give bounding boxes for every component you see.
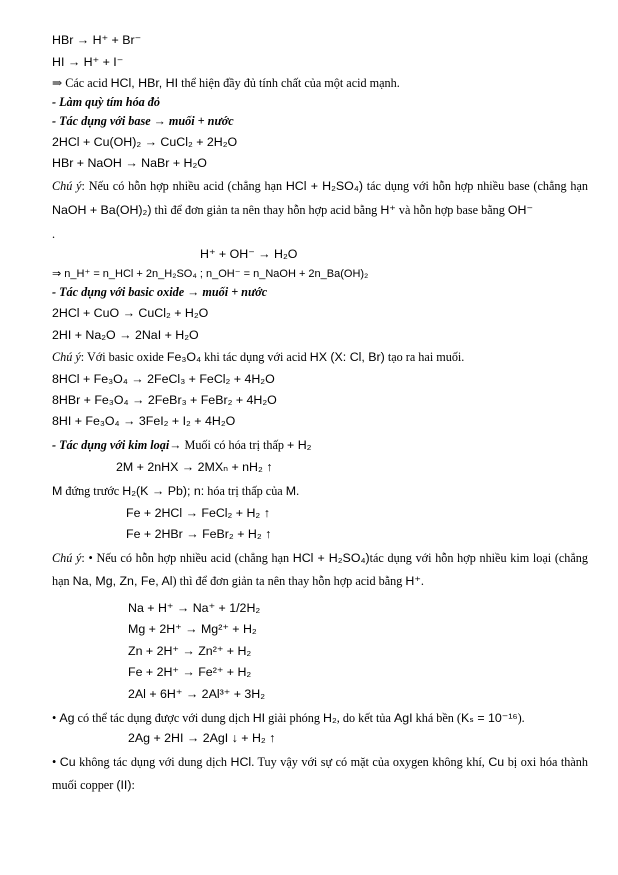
text: có thể tác dụng được với dung dịch [74,710,253,725]
text: 2HCl + Cu(OH)₂ → CuCl₂ + 2H₂O [52,134,238,149]
text-hbr: HBr → H⁺ + Br⁻ [52,33,142,47]
text: tác dụng với hỗn hợp nhiều base (chẳng hạn [362,179,588,194]
text: khi tác dụng với acid [201,350,310,365]
text: bị oxi hóa thành muối copper [52,754,588,793]
equation-fe-h [52,666,588,678]
equation-hcl-cuoh2 [52,136,588,148]
heading-basic-oxide [52,286,588,298]
text: Cu [488,754,505,769]
text: . [420,574,424,589]
text: HBr + NaOH → NaBr + H₂O [52,156,207,171]
text: 2Al + 6H⁺ → 2Al³⁺ + 3H₂ [128,686,266,701]
text: • [52,754,60,769]
equation-hi-dissociation [52,56,588,68]
text: OH⁻ [507,203,533,217]
text: tạo ra hai muối. [384,350,465,365]
text: - Tác dụng với kim loại [52,437,170,452]
text: . Tuy vậy với sự có mặt của oxygen không khí, [251,754,489,769]
text: 8HI + Fe₃O₄ → 3FeI₂ + I₂ + 4H₂O [52,414,236,429]
text: H₂ [323,710,337,725]
text: HX (X: Cl, Br) [309,350,385,365]
text: Cu [59,754,76,769]
text: , do kết tủa [336,710,394,725]
equation-hcl-fe3o4 [52,373,588,385]
equation-neutralization [52,248,588,260]
strong-acid-conclusion [52,77,588,89]
text: M [285,483,297,498]
text: - Tác dụng với basic oxide → muối + nước [52,285,268,300]
text: Mg + 2H⁺ → Mg²⁺ + H₂ [128,622,257,637]
text: đứng trước [62,483,123,498]
text: ⇒ Các acid [52,75,111,90]
text: H₂(K → Pb); n: [122,483,205,498]
text: Chú ý [52,550,82,565]
text: • [52,710,60,725]
text: : [131,778,135,793]
text: tác dụng với hỗn hợp nhiều kim loại (chẳng hạn [52,550,588,589]
equation-hi-na2o [52,329,588,341]
text: . [296,483,300,498]
text: HCl, HBr, HI [110,75,179,90]
equation-hbr-dissociation [52,34,588,46]
text: - Làm quỳ tím hóa đỏ [52,95,160,110]
text: HI [252,710,266,725]
text: 2HI + Na₂O → 2NaI + H₂O [52,327,199,342]
metal-condition [52,485,588,497]
text: H⁺ [380,203,396,217]
text: Chú ý [52,179,82,194]
equation-mole-balance [52,269,588,280]
text: : • Nếu có hỗn hợp nhiều acid (chẳng hạn [81,550,293,565]
text: Ag [59,710,75,725]
equation-hi-fe3o4 [52,415,588,427]
equation-al-h [52,688,588,700]
text: + H₂ [287,437,312,452]
text: 2HCl + CuO → CuCl₂ + H₂O [52,306,209,321]
text: 8HCl + Fe₃O₄ → 2FeCl₃ + FeCl₂ + 4H₂O [52,371,275,386]
text: thì để đơn giản ta nên thay hỗn hợp acid bằng [151,203,381,217]
text: ⇒ n_H⁺ = n_HCl + 2n_H₂SO₄ ; n_OH⁻ = n_NaOH + 2n_Ba(OH)₂ [52,268,369,281]
text: . [52,226,56,241]
silver-note [52,712,588,724]
text: : Nếu có hỗn hợp nhiều acid (chẳng hạn [81,179,286,194]
note-fe3o4 [52,351,588,363]
text: và hỗn hợp base bằng [395,203,508,217]
text: Na + H⁺ → Na⁺ + 1/2H₂ [128,600,261,615]
text: Fe + 2HBr → FeBr₂ + H₂ ↑ [126,527,272,542]
text: ) thì để đơn giản ta nên thay hỗn hợp acid bằng [172,574,406,589]
text: thể hiện đầy đủ tính chất của một acid mạnh. [178,75,400,90]
text: 8HBr + Fe₃O₄ → 2FeBr₃ + FeBr₂ + 4H₂O [52,392,277,407]
text: 2Ag + 2HI → 2AgI ↓ + H₂ ↑ [128,731,276,746]
text: 2M + 2nHX → 2MXₙ + nH₂ ↑ [116,460,273,475]
text: → Muối có hóa trị thấp [169,437,288,452]
text: - Tác dụng với base → muối + nước [52,114,234,129]
text: Kₛ = 10⁻¹⁶ [461,710,518,725]
text: M [52,483,63,498]
document-page [52,34,588,798]
equation-fe-hbr [52,528,588,540]
text: H⁺ [405,574,421,589]
text: không tác dụng với dung dịch [75,754,231,769]
equation-hcl-cuo [52,307,588,319]
text: Zn + 2H⁺ → Zn²⁺ + H₂ [128,643,252,658]
text: : Với basic oxide [80,350,167,365]
heading-litmus [52,96,588,108]
text: AgI [393,710,413,725]
text: HCl + H₂SO₄) [292,550,370,565]
heading-metal [52,439,588,451]
text: HCl + H₂SO₄) [285,179,363,194]
equation-metal-hx [52,461,588,473]
text: giải phóng [265,710,324,725]
text: Chú ý [52,350,81,365]
equation-fe-hcl [52,507,588,519]
text: khá bền ( [412,710,461,725]
text: hóa trị thấp của [204,483,286,498]
note-acid-metal-mixture [52,547,588,594]
text: Fe + 2HCl → FeCl₂ + H₂ ↑ [126,506,270,520]
text: Na, Mg, Zn, Fe, Al [72,574,173,589]
equation-hbr-naoh [52,157,588,169]
text: NaOH + Ba(OH)₂) [52,203,152,217]
text: H⁺ + OH⁻ → H₂O [200,246,298,261]
equation-ag-hi [52,732,588,744]
equation-hbr-fe3o4 [52,394,588,406]
equation-na-h [52,602,588,614]
text: Fe + 2H⁺ → Fe²⁺ + H₂ [128,665,252,680]
text: ). [517,710,525,725]
heading-base [52,115,588,127]
text: Fe₃O₄ [166,350,202,365]
copper-note [52,751,588,798]
equation-zn-h [52,645,588,657]
equation-mg-h [52,623,588,635]
note-acid-base-mixture [52,175,588,245]
text: (II) [116,778,132,793]
text-hi: HI → H⁺ + I⁻ [52,55,124,70]
text: HCl [230,754,252,769]
